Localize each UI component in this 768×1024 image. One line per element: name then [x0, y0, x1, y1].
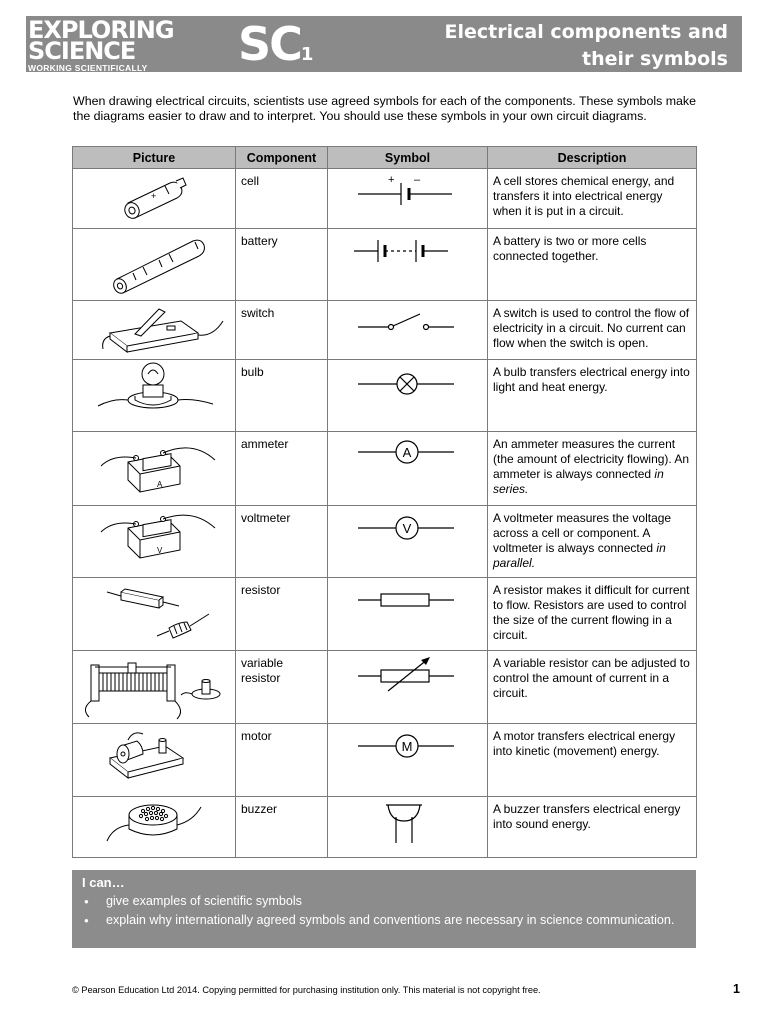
picture-cell: [73, 724, 236, 797]
component-description: [488, 169, 697, 229]
picture-cell: [73, 578, 236, 651]
symbol-cell: [328, 432, 488, 506]
description-italic: in series.: [493, 467, 664, 496]
ammeter-symbol-label: A: [402, 445, 411, 460]
description-text: A variable resistor can be adjusted to control the amount of current in a circuit.: [493, 656, 690, 700]
header-symbol: Symbol: [328, 147, 488, 169]
description-text: A bulb transfers electrical energy into light and heat energy.: [493, 365, 690, 394]
component-name: cell: [236, 169, 328, 229]
component-name: voltmeter: [236, 506, 328, 578]
i-can-box: [72, 870, 696, 948]
symbol-cell: [328, 797, 488, 858]
page-title-line-1: Electrical components and: [444, 21, 728, 43]
cell-symbol: [348, 169, 468, 209]
cell-minus-label: –: [413, 174, 420, 186]
cell-picture: [73, 169, 235, 227]
table-row: [73, 432, 697, 506]
picture-cell: [73, 651, 236, 724]
ammeter-picture-label: A: [157, 480, 163, 489]
intro-paragraph: When drawing electrical circuits, scientists use agreed symbols for each of the components. These symbols make the diagrams easier to draw and to interpret. You should use these symbols in your own circuit diagrams.: [73, 94, 697, 123]
page-header: [26, 16, 742, 72]
table-row: [73, 229, 697, 301]
description-italic: in parallel.: [493, 541, 666, 570]
bulb-picture: [73, 360, 235, 430]
voltmeter-picture-label: V: [157, 546, 163, 555]
component-name: buzzer: [236, 797, 328, 858]
symbol-cell: [328, 578, 488, 651]
symbol-cell: [328, 506, 488, 578]
logo-line-2: SCIENCE: [28, 37, 136, 65]
component-description: [488, 360, 697, 432]
component-description: [488, 432, 697, 506]
logo-line-3: WORKING SCIENTIFICALLY: [28, 63, 148, 73]
voltmeter-symbol-label: V: [402, 521, 411, 536]
i-can-item: ● explain why internationally agreed symbols and conventions are necessary in science communication.: [82, 913, 686, 928]
header-component: Component: [236, 147, 328, 169]
exploring-science-logo: [28, 16, 222, 73]
component-description: [488, 301, 697, 360]
table-row: [73, 651, 697, 724]
picture-cell: [73, 229, 236, 301]
motor-picture: [73, 724, 235, 795]
cell-plus-label: +: [387, 174, 394, 186]
copyright-footer: © Pearson Education Ltd 2014. Copying permitted for purchasing institution only. This material is not copyright free.: [72, 985, 541, 995]
component-description: [488, 651, 697, 724]
cell-picture-plus: +: [151, 191, 157, 201]
header-description: Description: [488, 147, 697, 169]
picture-cell: [73, 301, 236, 360]
bulb-symbol: [348, 360, 468, 400]
component-description: [488, 797, 697, 858]
table-row: [73, 360, 697, 432]
table-row: [73, 301, 697, 360]
symbol-cell: [328, 651, 488, 724]
i-can-title: I can…: [82, 875, 125, 890]
description-text: A resistor makes it difficult for current to flow. Resistors are used to control the size of the current flowing in a circuit.: [493, 583, 690, 642]
table-header-row: [73, 147, 697, 169]
symbol-cell: [328, 169, 488, 229]
description-text: A battery is two or more cells connected together.: [493, 234, 647, 263]
buzzer-symbol: [348, 797, 468, 849]
description-text: A switch is used to control the flow of electricity in a circuit. No current can flow when the switch is open.: [493, 306, 690, 350]
variable-resistor-picture: [73, 651, 235, 722]
component-name: ammeter: [236, 432, 328, 506]
picture-cell: [73, 432, 236, 506]
battery-symbol: [348, 229, 468, 269]
picture-cell: [73, 169, 236, 229]
motor-symbol: [348, 724, 468, 764]
component-description: [488, 578, 697, 651]
picture-cell: [73, 506, 236, 578]
symbol-cell: [328, 229, 488, 301]
page-number: 1: [733, 982, 740, 996]
unit-code: [238, 16, 313, 72]
logo-line-1: EXPLORING: [28, 16, 174, 44]
switch-symbol: [348, 301, 468, 341]
voltmeter-symbol: [348, 506, 468, 546]
ammeter-picture: [73, 432, 235, 504]
components-table: [72, 146, 697, 858]
component-name: switch: [236, 301, 328, 360]
component-description: [488, 229, 697, 301]
i-can-item: ● give examples of scientific symbols: [82, 894, 686, 909]
page-title: [445, 19, 728, 73]
unit-code-letters: SC: [238, 17, 301, 71]
table-row: [73, 506, 697, 578]
page-title-line-2: their symbols: [582, 48, 728, 70]
resistor-picture: [73, 578, 235, 649]
buzzer-picture: [73, 797, 235, 856]
component-name: resistor: [236, 578, 328, 651]
variable-resistor-symbol: [348, 651, 468, 695]
table-row: [73, 797, 697, 858]
table-row: [73, 578, 697, 651]
i-can-list: [82, 894, 686, 928]
voltmeter-picture: [73, 506, 235, 576]
component-description: [488, 506, 697, 578]
switch-picture: [73, 301, 235, 358]
component-name: bulb: [236, 360, 328, 432]
component-name: battery: [236, 229, 328, 301]
description-text: A cell stores chemical energy, and transfers it into electrical energy when it is put in a circuit.: [493, 174, 675, 218]
battery-picture: [73, 229, 235, 299]
description-text: A motor transfers electrical energy into kinetic (movement) energy.: [493, 729, 676, 758]
component-description: [488, 724, 697, 797]
table-row: [73, 169, 697, 229]
motor-symbol-label: M: [401, 739, 412, 754]
resistor-symbol: [348, 578, 468, 618]
description-text: A buzzer transfers electrical energy into sound energy.: [493, 802, 681, 831]
symbol-cell: [328, 301, 488, 360]
component-name: motor: [236, 724, 328, 797]
symbol-cell: [328, 360, 488, 432]
picture-cell: [73, 797, 236, 858]
picture-cell: [73, 360, 236, 432]
ammeter-symbol: [348, 432, 468, 472]
header-picture: Picture: [73, 147, 236, 169]
unit-code-number: 1: [300, 44, 314, 65]
description-text: A voltmeter measures the voltage across a cell or component. A voltmeter is always connected: [493, 511, 672, 555]
symbol-cell: [328, 724, 488, 797]
table-row: [73, 724, 697, 797]
description-text: An ammeter measures the current (the amount of electricity flowing). An ammeter is always connected: [493, 437, 690, 481]
component-name: variable resistor: [236, 651, 328, 724]
